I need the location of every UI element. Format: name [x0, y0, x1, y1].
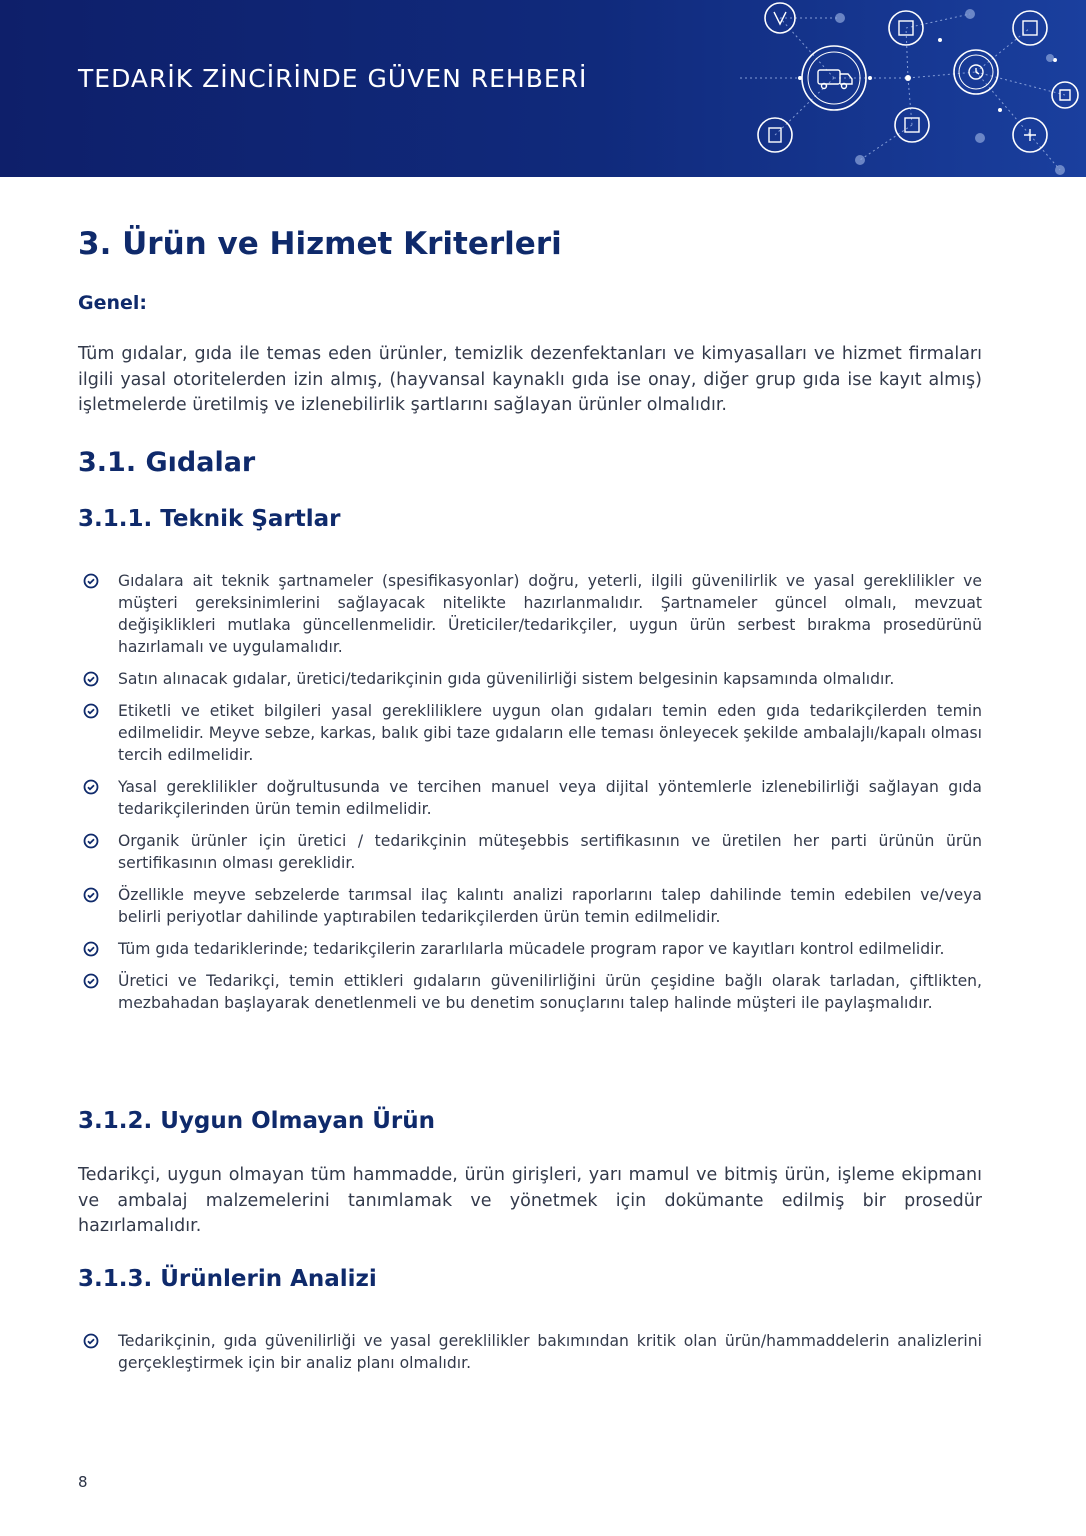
- list-item: [78, 700, 982, 766]
- list-item-text: Tüm gıda tedariklerinde; tedarikçilerin zararlılarla mücadele program rapor ve kayıtları kontrol edilmelidir.: [118, 940, 945, 958]
- nonconforming-product-paragraph: Tedarikçi, uygun olmayan tüm hammadde, ürün girişleri, yarı mamul ve bitmiş ürün, işleme ekipmanı ve ambalaj malzemelerini tanımlamak ve yönetmek için dokümante edilmiş bir prosedür hazırlamalıdır.: [78, 1165, 982, 1236]
- page-number: 8: [78, 1473, 88, 1491]
- list-item-text: Organik ürünler için üretici / tedarikçinin müteşebbis sertifikasının ve üretilen her parti ürünün ürün sertifikasının olması gereklidir.: [118, 832, 982, 872]
- subsection-heading-technical-requirements: 3.1.1. Teknik Şartlar: [78, 506, 341, 532]
- list-item: [78, 830, 982, 874]
- general-paragraph: Tüm gıdalar, gıda ile temas eden ürünler, temizlik dezenfektanları ve kimyasalları ve hizmet firmaları ilgili yasal otoritelerden izin almış, (hayvansal kaynaklı gıda ise onay, diğer grup gıda ise kayıt almış) işletmelerde üretilmiş ve izlenebilirlik şartlarını sağlayan ürünler olmalıdır.: [78, 344, 982, 415]
- list-item-text: Satın alınacak gıdalar, üretici/tedarikçinin gıda güvenilirliği sistem belgesinin kapsamında olmalıdır.: [118, 670, 895, 688]
- check-circle-icon: [83, 833, 99, 849]
- list-item-text: Gıdalara ait teknik şartnameler (spesifikasyonlar) doğru, yeterli, ilgili güvenilirlik ve yasal gereklilikler ve müşteri gereksinimlerini sağlayacak nitelikte hazırlanmalıdır. Şartnameler güncel olmalı, mevzuat değişiklikleri mutlaka güncellenmelidir. Üreticiler/tedarikçiler, uygun ürün serbest bırakma prosedürünü hazırlamalı ve uygulamalıdır.: [118, 572, 982, 656]
- list-item: [78, 938, 982, 960]
- list-item-text: Etiketli ve etiket bilgileri yasal gerekliliklere uygun olan gıdaları temin eden gıda tedarikçilerden temin edilmelidir. Meyve sebze, karkas, balık gibi taze gıdaların elle teması önleyecek şekilde ambalajlı/kapalı olması tercih edilmelidir.: [118, 702, 982, 764]
- product-analysis-list: [78, 1330, 982, 1374]
- subsection-heading-product-analysis: 3.1.3. Ürünlerin Analizi: [78, 1266, 377, 1292]
- check-circle-icon: [83, 973, 99, 989]
- check-circle-icon: [83, 573, 99, 589]
- section-title: 3. Ürün ve Hizmet Kriterleri: [78, 226, 562, 262]
- list-item: [78, 970, 982, 1014]
- list-item: [78, 884, 982, 928]
- list-item-text: Özellikle meyve sebzelerde tarımsal ilaç kalıntı analizi raporlarını talep dahilinde temin edebilen ve/veya belirli periyotlar dahilinde yaptırabilen tedarikçilerden ürün temin edilmelidir.: [118, 886, 982, 926]
- check-circle-icon: [83, 703, 99, 719]
- list-item-text: Yasal gereklilikler doğrultusunda ve tercihen manuel veya dijital yöntemlerle izlenebilirliği sağlayan gıda tedarikçilerinden ürün temin edilmelidir.: [118, 778, 982, 818]
- check-circle-icon: [83, 671, 99, 687]
- check-circle-icon: [83, 887, 99, 903]
- technical-requirements-list: [78, 570, 982, 1014]
- supply-chain-network-illustration: [740, 0, 1086, 177]
- list-item-text: Üretici ve Tedarikçi, temin ettikleri gıdaların güvenilirliğini ürün çeşidine bağlı olarak tarladan, çiftlikten, mezbahadan başlayarak denetlenmeli ve bu denetim sonuçlarını talep halinde müşteri ile paylaşmalıdır.: [118, 972, 982, 1012]
- check-circle-icon: [83, 941, 99, 957]
- general-label: Genel:: [78, 292, 148, 314]
- subsection-heading-nonconforming-product: 3.1.2. Uygun Olmayan Ürün: [78, 1108, 435, 1134]
- subsection-heading-foods: 3.1. Gıdalar: [78, 447, 256, 478]
- check-circle-icon: [83, 779, 99, 795]
- page-header: [0, 0, 1086, 177]
- document-title: TEDARİK ZİNCİRİNDE GÜVEN REHBERİ: [78, 64, 588, 93]
- list-item: [78, 668, 982, 690]
- list-item-text: Tedarikçinin, gıda güvenilirliği ve yasal gereklilikler bakımından kritik olan ürün/hammaddelerin analizlerini gerçekleştirmek için bir analiz planı olmalıdır.: [118, 1332, 982, 1372]
- check-circle-icon: [83, 1333, 99, 1349]
- list-item: [78, 776, 982, 820]
- list-item: [78, 1330, 982, 1374]
- list-item: [78, 570, 982, 658]
